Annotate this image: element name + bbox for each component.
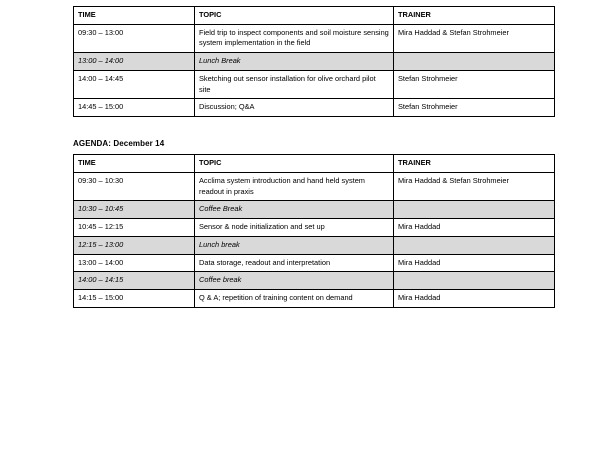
cell-topic: Acclima system introduction and hand held system readout in praxis bbox=[195, 172, 394, 200]
cell-topic: Sketching out sensor installation for olive orchard pilot site bbox=[195, 70, 394, 98]
cell-time: 10:30 – 10:45 bbox=[74, 201, 195, 219]
first-agenda-table-wrapper bbox=[73, 6, 527, 117]
cell-time: 14:00 – 14:45 bbox=[74, 70, 195, 98]
column-header-trainer: TRAINER bbox=[394, 7, 555, 25]
bottom-spacer bbox=[0, 308, 600, 318]
column-header-topic: TOPIC bbox=[195, 7, 394, 25]
table-header-row bbox=[74, 155, 555, 173]
section-heading-agenda-december-14: AGENDA: December 14 bbox=[73, 139, 165, 149]
table-body-second bbox=[74, 172, 555, 307]
table-header-row bbox=[74, 7, 555, 25]
cell-time: 13:00 – 14:00 bbox=[74, 53, 195, 71]
cell-trainer bbox=[394, 236, 555, 254]
column-header-time: TIME bbox=[74, 155, 195, 173]
table-row bbox=[74, 290, 555, 308]
cell-time: 13:00 – 14:00 bbox=[74, 254, 195, 272]
cell-trainer: Mira Haddad bbox=[394, 219, 555, 237]
cell-time: 09:30 – 10:30 bbox=[74, 172, 195, 200]
cell-topic: Field trip to inspect components and soil moisture sensing system implementation in the field bbox=[195, 24, 394, 52]
column-header-topic: TOPIC bbox=[195, 155, 394, 173]
table-row-break bbox=[74, 236, 555, 254]
cell-topic: Lunch break bbox=[195, 236, 394, 254]
table-header-second bbox=[74, 155, 555, 173]
cell-time: 09:30 – 13:00 bbox=[74, 24, 195, 52]
table-row-break bbox=[74, 272, 555, 290]
cell-time: 12:15 – 13:00 bbox=[74, 236, 195, 254]
cell-trainer bbox=[394, 201, 555, 219]
cell-trainer: Mira Haddad bbox=[394, 254, 555, 272]
cell-trainer: Stefan Strohmeier bbox=[394, 99, 555, 117]
cell-topic: Sensor & node initialization and set up bbox=[195, 219, 394, 237]
cell-time: 10:45 – 12:15 bbox=[74, 219, 195, 237]
table-row bbox=[74, 172, 555, 200]
cell-trainer bbox=[394, 272, 555, 290]
table-row bbox=[74, 24, 555, 52]
cell-topic: Lunch Break bbox=[195, 53, 394, 71]
table-row bbox=[74, 254, 555, 272]
cell-topic: Data storage, readout and interpretation bbox=[195, 254, 394, 272]
cell-trainer: Mira Haddad & Stefan Strohmeier bbox=[394, 24, 555, 52]
table-row bbox=[74, 219, 555, 237]
column-header-trainer: TRAINER bbox=[394, 155, 555, 173]
cell-trainer: Mira Haddad & Stefan Strohmeier bbox=[394, 172, 555, 200]
second-agenda-table-wrapper bbox=[73, 154, 527, 308]
agenda-table-second bbox=[73, 154, 555, 308]
cell-time: 14:45 – 15:00 bbox=[74, 99, 195, 117]
table-row bbox=[74, 99, 555, 117]
table-row-break bbox=[74, 53, 555, 71]
cell-time: 14:00 – 14:15 bbox=[74, 272, 195, 290]
cell-time: 14:15 – 15:00 bbox=[74, 290, 195, 308]
table-row-break bbox=[74, 201, 555, 219]
table-header-first bbox=[74, 7, 555, 25]
cell-trainer bbox=[394, 53, 555, 71]
cell-topic: Coffee Break bbox=[195, 201, 394, 219]
cell-topic: Coffee break bbox=[195, 272, 394, 290]
table-row bbox=[74, 70, 555, 98]
cell-trainer: Mira Haddad bbox=[394, 290, 555, 308]
cell-topic: Discussion; Q&A bbox=[195, 99, 394, 117]
cell-trainer: Stefan Strohmeier bbox=[394, 70, 555, 98]
cell-topic: Q & A; repetition of training content on demand bbox=[195, 290, 394, 308]
column-header-time: TIME bbox=[74, 7, 195, 25]
table-body-first bbox=[74, 24, 555, 116]
agenda-table-first bbox=[73, 6, 555, 117]
